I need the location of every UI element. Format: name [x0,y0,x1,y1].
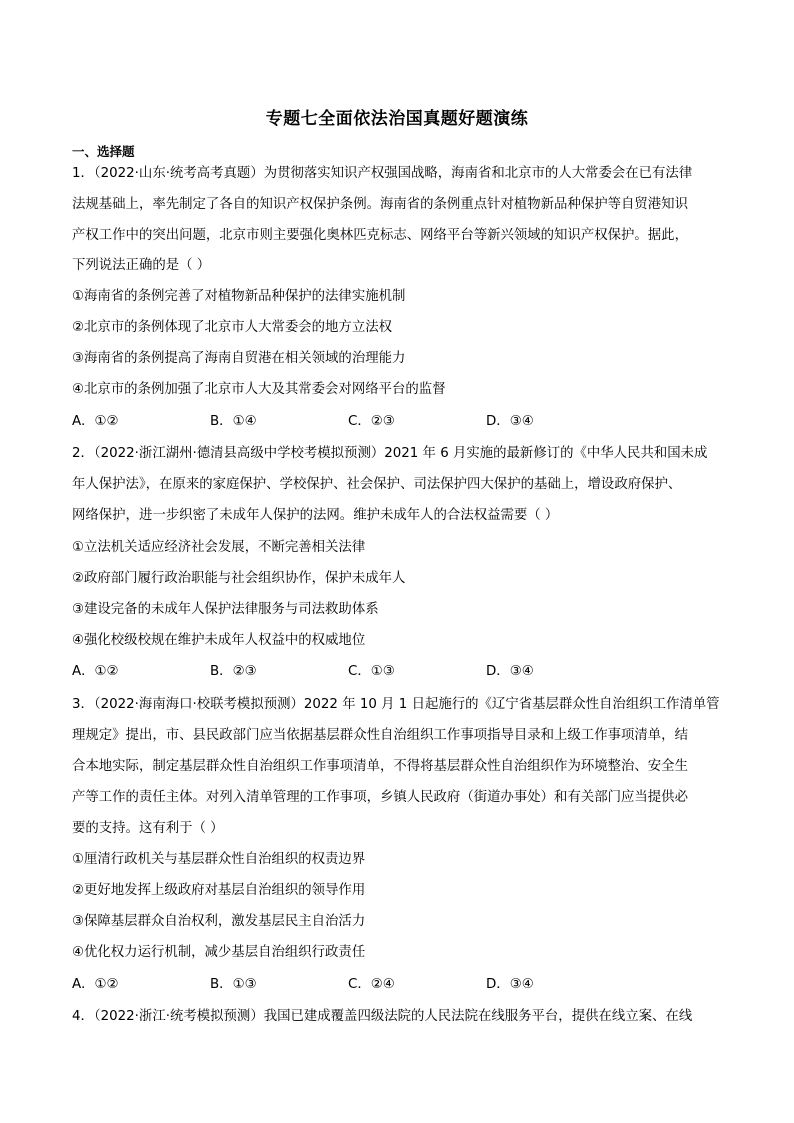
statement-item: ①立法机关适应经济社会发展，不断完善相关法律 [72,540,366,555]
question-text-line: 网络保护，进一步织密了未成年人保护的法网。维护未成年人的合法权益需要（ ） [72,508,559,523]
option-c[interactable]: C．②④ [348,977,395,992]
option-c[interactable]: C．②③ [348,414,395,429]
answer-options [72,975,722,995]
option-a[interactable]: A．①② [72,414,119,429]
question-text-line: 合本地实际，制定基层群众性自治组织工作事项清单，不得将基层群众性自治组织作为环境整治、安全生 [72,759,688,774]
question-text-line: 2．（2022·浙江湖州·德清县高级中学校考模拟预测）2021 年 6 月实施的最新修订的《中华人民共和国未成 [72,446,708,461]
statement-item: ④强化校级校规在维护未成年人权益中的权威地位 [72,633,366,648]
option-c[interactable]: C．①③ [348,664,395,679]
question-text-line: 产权工作中的突出问题，北京市则主要强化奥林匹克标志、网络平台等新兴领域的知识产权保护。据此， [72,228,688,243]
statement-item: ③保障基层群众自治权利，激发基层民主自治活力 [72,914,366,929]
statement-item: ④北京市的条例加强了北京市人大及其常委会对网络平台的监督 [72,382,446,397]
statement-item: ②政府部门履行政治职能与社会组织协作，保护未成年人 [72,571,406,586]
section-heading: 一、选择题 [72,144,135,159]
option-d[interactable]: D．③④ [486,664,534,679]
answer-options [72,662,722,682]
answer-options [72,412,722,432]
statement-item: ①厘清行政机关与基层群众性自治组织的权责边界 [72,852,366,867]
statement-item: ③海南省的条例提高了海南自贸港在相关领域的治理能力 [72,351,406,366]
page-title: 专题七全面依法治国真题好题演练 [265,109,529,129]
option-b[interactable]: B．①③ [210,977,257,992]
question-text-line: 理规定》提出，市、县民政部门应当依据基层群众性自治组织工作事项指导目录和上级工作事项清单，结 [72,728,688,743]
statement-item: ②更好地发挥上级政府对基层自治组织的领导作用 [72,883,366,898]
option-a[interactable]: A．①② [72,664,119,679]
statement-item: ②北京市的条例体现了北京市人大常委会的地方立法权 [72,320,392,335]
question-text-line: 要的支持。这有利于（ ） [72,821,224,836]
option-d[interactable]: D．③④ [486,414,534,429]
statement-item: ①海南省的条例完善了对植物新品种保护的法律实施机制 [72,289,406,304]
option-b[interactable]: B．①④ [210,414,257,429]
statement-item: ④优化权力运行机制，减少基层自治组织行政责任 [72,945,366,960]
question-text-line: 法规基础上，率先制定了各自的知识产权保护条例。海南省的条例重点针对植物新品种保护等自贸港知识 [72,197,688,212]
option-d[interactable]: D．③④ [486,977,534,992]
question-text-line: 4．（2022·浙江·统考模拟预测）我国已建成覆盖四级法院的人民法院在线服务平台，提供在线立案、在线 [72,1009,693,1024]
option-a[interactable]: A．①② [72,977,119,992]
question-text-line: 1．（2022·山东·统考高考真题）为贯彻落实知识产权强国战略，海南省和北京市的人大常委会在已有法律 [72,166,693,181]
question-text-line: 下列说法正确的是（ ） [72,258,211,273]
statement-item: ③建设完备的未成年人保护法律服务与司法救助体系 [72,602,379,617]
question-text-line: 年人保护法》，在原来的家庭保护、学校保护、社会保护、司法保护四大保护的基础上，增设政府保护、 [72,477,682,492]
question-text-line: 3．（2022·海南海口·校联考模拟预测）2022 年 10 月 1 日起施行的《辽宁省基层群众性自治组织工作清单管 [72,697,720,712]
question-text-line: 产等工作的责任主体。对列入清单管理的工作事项，乡镇人民政府（街道办事处）和有关部门应当提供必 [72,790,688,805]
option-b[interactable]: B．②③ [210,664,257,679]
